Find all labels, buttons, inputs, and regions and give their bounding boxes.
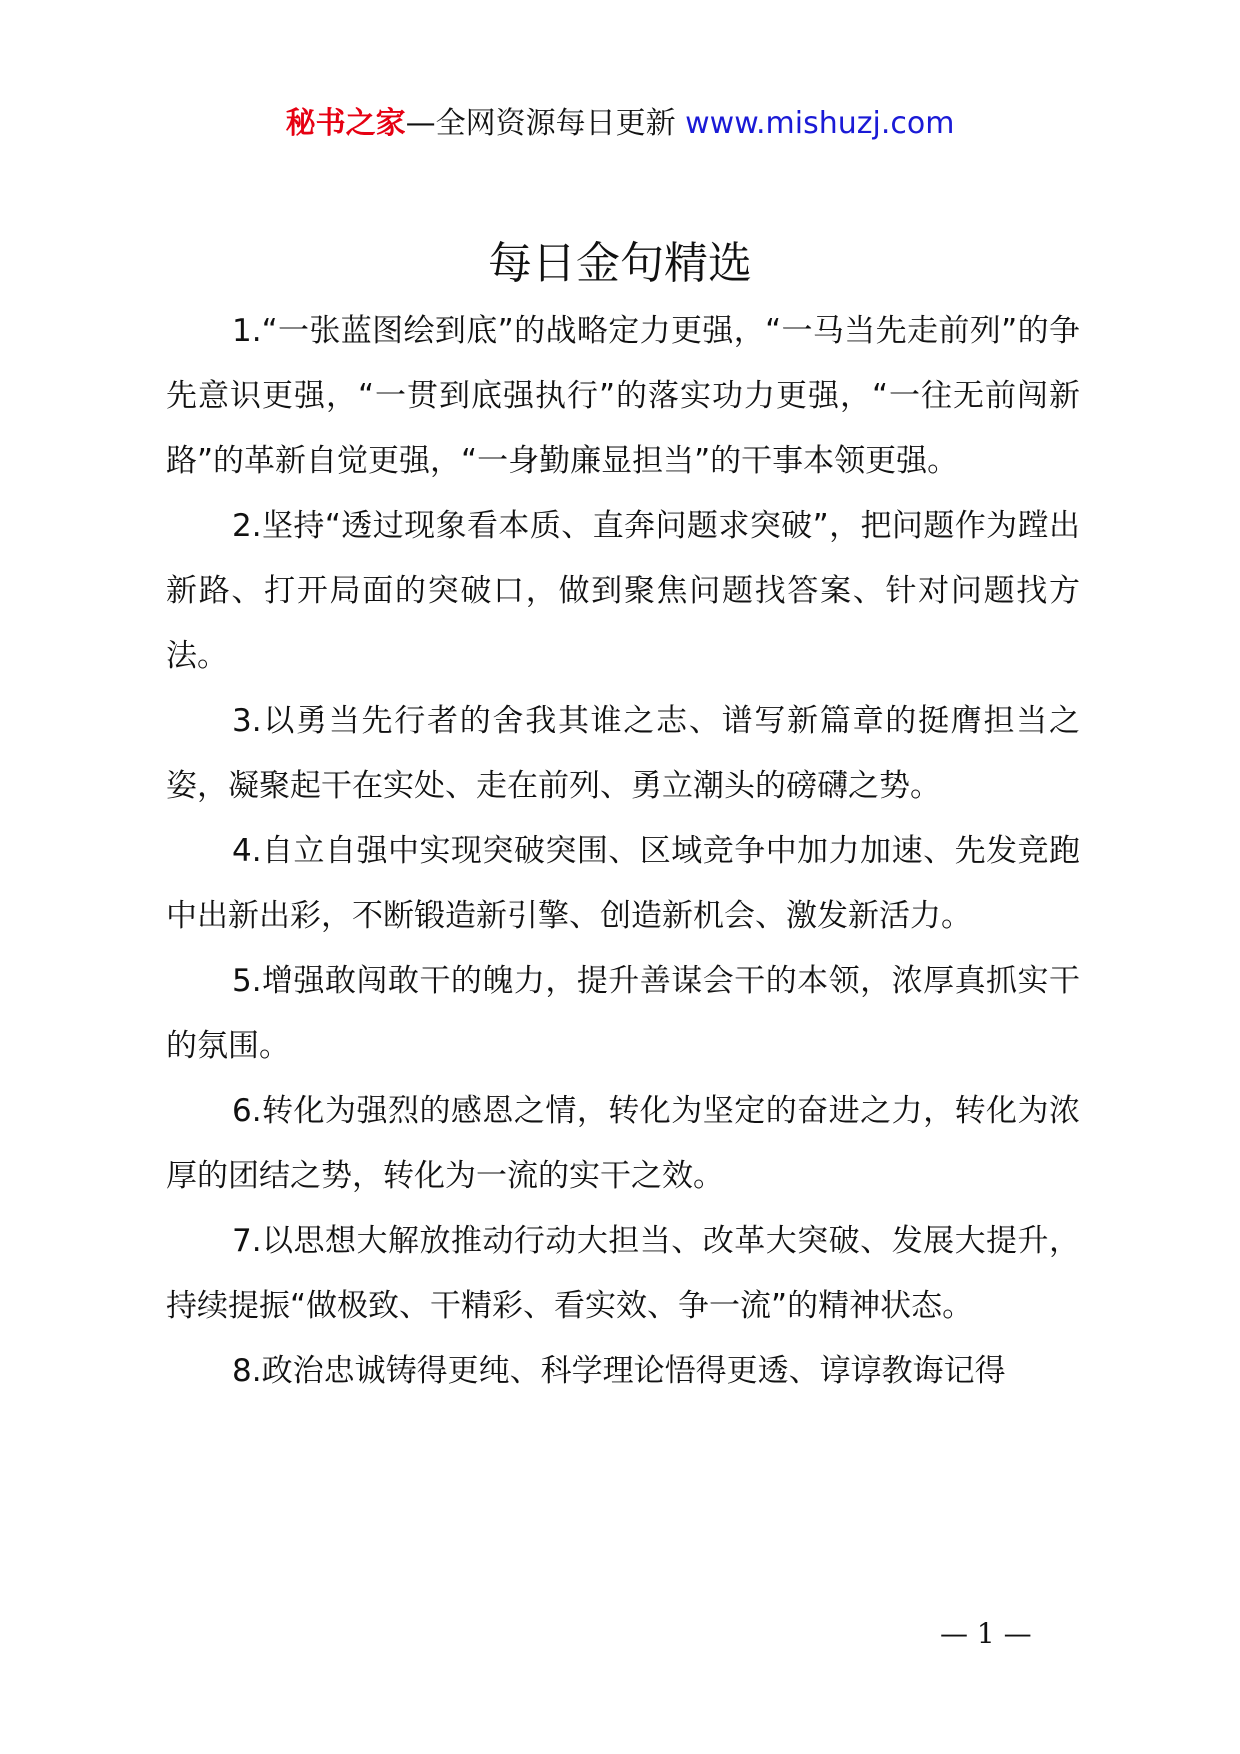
site-url-link[interactable]: www.mishuzj.com — [685, 106, 955, 141]
site-tagline: —全网资源每日更新 — [405, 106, 686, 141]
paragraph-4: 4.自立自强中实现突破突围、区域竞争中加力加速、先发竞跑中出新出彩，不断锻造新引擎、创造新机会、激发新活力。 — [166, 833, 1080, 934]
paragraph-3: 3.以勇当先行者的舍我其谁之志、谱写新篇章的挺膺担当之姿，凝聚起干在实处、走在前列、勇立潮头的磅礴之势。 — [166, 703, 1080, 804]
document-body — [166, 299, 1080, 1404]
page-number: — 1 — — [940, 1617, 1032, 1650]
page-footer — [0, 1614, 1240, 1654]
paragraph-2: 2.坚持“透过现象看本质、直奔问题求突破”，把问题作为蹚出新路、打开局面的突破口，做到聚焦问题找答案、针对问题找方法。 — [166, 508, 1080, 674]
paragraph-7: 7.以思想大解放推动行动大担当、改革大突破、发展大提升，持续提振“做极致、干精彩、看实效、争一流”的精神状态。 — [166, 1223, 1080, 1324]
site-header — [0, 98, 1240, 150]
site-brand: 秘书之家 — [285, 106, 406, 141]
document-title: 每日金句精选 — [488, 238, 752, 289]
paragraph-1: 1.“一张蓝图绘到底”的战略定力更强，“一马当先走前列”的争先意识更强，“一贯到底强执行”的落实功力更强，“一往无前闯新路”的革新自觉更强，“一身勤廉显担当”的干事本领更强。 — [166, 313, 1080, 479]
paragraph-5: 5.增强敢闯敢干的魄力，提升善谋会干的本领，浓厚真抓实干的氛围。 — [166, 963, 1080, 1064]
paragraph-6: 6.转化为强烈的感恩之情，转化为坚定的奋进之力，转化为浓厚的团结之势，转化为一流的实干之效。 — [166, 1093, 1080, 1194]
paragraph-8: 8.政治忠诚铸得更纯、科学理论悟得更透、谆谆教诲记得 — [232, 1353, 1006, 1389]
